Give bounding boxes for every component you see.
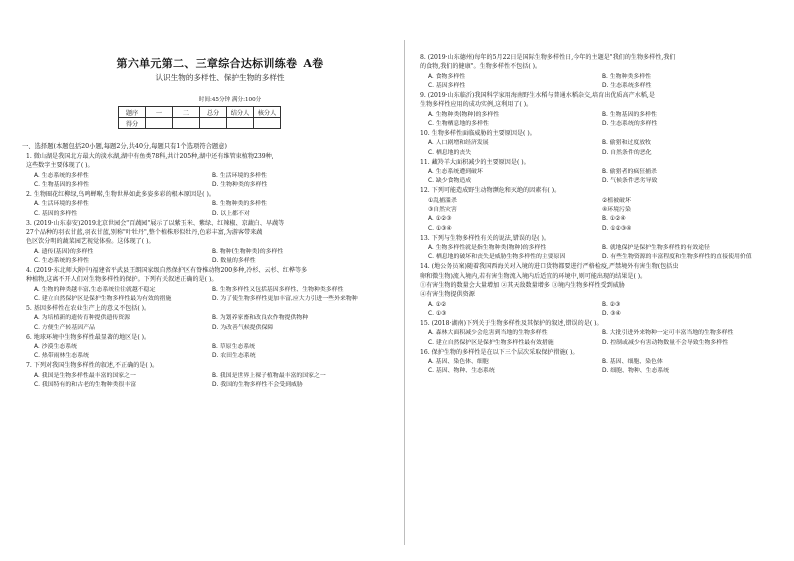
answer-option: ②植被破坏 [602, 197, 631, 204]
answer-option: B. 大批引进外来物种一定可丰富当地的生物多样性 [602, 330, 734, 337]
question-stem: 11. 藏羚羊大面积减少的主要原因是( )。 [420, 158, 530, 166]
answer-option: C. 生态系统的多样性 [34, 258, 89, 265]
question-stem: 27个品种的羽衣甘蓝,羽衣甘蓝,别称"叶牡丹",整个植株形似牡丹,色彩丰富,为游客带来蔬 [26, 229, 263, 236]
question-stem: 4. (2019·东北师大附中)福建省平武县王朗国家级自然保护区有脊椎动物200多种,冷杉、云杉、红桦等多 [26, 267, 308, 274]
question-stem: ④有害生物提供资源 [420, 291, 475, 299]
answer-option: D. 我国的生物多样性不会受到威胁 [212, 382, 303, 388]
question-stem: 9. (2019·山东临沂)我国科学家用海南野生水稻与普通水稻杂交,培育出优质高产水稻,是 [420, 92, 655, 99]
score-value-row [119, 118, 281, 129]
version-badge: A卷 [303, 57, 324, 70]
answer-option: C. 栖息地的破坏和丧失是威胁生物多样性的主要原因 [428, 254, 566, 261]
answer-option: B. 物种(生物种类)的多样性 [212, 248, 284, 255]
answer-option: C. 基因的多样性 [34, 210, 78, 217]
answer-option: B. 偷猎者的疯狂捕杀 [602, 169, 657, 175]
score-cell [200, 118, 227, 129]
answer-option: D. 以上都不对 [212, 210, 250, 217]
answer-option: B. 草原生态系统 [212, 344, 256, 350]
answer-option: D. 农田生态系统 [212, 353, 256, 360]
answer-option: A. 食物多样性 [428, 73, 466, 80]
answer-option: D. 生物种类的多样性 [212, 182, 268, 189]
score-cell: 一 [146, 107, 173, 118]
section-heading: 一、选择题(本题包括20小题,每题2分,共40分,每题只有1个选项符合题意) [22, 143, 227, 150]
question-stem: 10. 生物多样性面临威胁的主要原因是( )。 [420, 130, 536, 137]
answer-option: C. 基因、物种、生态系统 [428, 368, 495, 375]
score-cell [146, 118, 173, 129]
question-stem: 2. 生物圈花红柳绿,鸟鸣蝉啭,生物世界如此多姿多彩的根本原因是( )。 [26, 191, 215, 198]
answer-option: A. 人口剧增和经济发展 [428, 140, 489, 147]
question-stem: 13. 下列与生物多样性有关的说法,错误的是( )。 [420, 234, 550, 242]
answer-option: B. 我国是世界上裸子植物最丰富的国家之一 [212, 372, 326, 379]
answer-option: A. 沙漠生态系统 [34, 344, 78, 350]
answer-option: B. 生物种类的多样性 [212, 201, 267, 208]
question-stem: 6. 地球环境中生物多样性最显著的地区是( )。 [26, 333, 151, 341]
answer-option: A. 为培植新的遗传育种提供遗传资源 [34, 315, 131, 322]
answer-option: C. 栖息地的丧失 [428, 149, 472, 156]
answer-option: D. 为改善气候提供保障 [212, 324, 274, 331]
answer-option: B. 偷猎和过度放牧 [602, 140, 652, 147]
answer-option: D. 有些生物资源的丰富程度和生物多样性的直接使用价值 [602, 254, 752, 261]
question-stem: 的食物,我们的健康"。生物多样性不包括( )。 [420, 63, 542, 71]
answer-option: C. 方便生产转基因产品 [34, 324, 95, 331]
question-stem: 5. 基因多样性在农业生产上的意义不包括( )。 [26, 305, 151, 312]
answer-option: A. 生物种类(物种)的多样性 [428, 111, 500, 118]
question-stem: 生物多样性应用的成功实例,这利用了( )。 [420, 101, 533, 109]
question-stem: 15. (2018·湖南)下列关于生物多样性及其保护的叙述,错误的是( )。 [420, 320, 603, 327]
question-stem: 3. (2019·山东泰安)2019北京世园会"百蔬园"展示了以紫玉米、紫绿、红辣椒、京蔬白、早蔬等 [26, 219, 285, 227]
answer-option: D. 控制或减少有害动物数量不会导致生物多样性 [602, 339, 729, 346]
answer-option: D. 生态系统多样性 [602, 83, 652, 90]
answer-option: D. 数量的多样性 [212, 258, 256, 265]
answer-option: C. 生物基因的多样性 [34, 182, 89, 189]
answer-option: ④环境污染 [602, 207, 631, 213]
answer-option: A. 生活环境的多样性 [34, 201, 89, 208]
question-stem: 14. (地公务员案)随着我国西海关对入境的进口货物都要进行严格检疫,严禁境外有害生物(包括虫 [420, 263, 679, 271]
question-stem: 7. 下列对我国生物多样性的叙述,不正确的是( )。 [26, 362, 159, 370]
answer-option: C. 热带雨林生态系统 [34, 353, 89, 360]
answer-option: A. 我国是生物多样性最丰富的国家之一 [34, 372, 136, 379]
answer-option: A. 基因、染色体、细胞 [428, 359, 489, 365]
score-cell: 结分人 [227, 107, 254, 118]
title-text: 第六单元第二、三章综合达标训练卷 [116, 57, 298, 70]
answer-option: B. 生物多样性又包括基因多样性、生物种类多样性 [212, 286, 344, 293]
answer-option: D. 为了使生物多样性更加丰富,应大力引进一些外来物种 [212, 296, 358, 303]
answer-option: B. 生活环境的多样性 [212, 172, 267, 179]
answer-option: B. 生物种类多样性 [602, 73, 652, 80]
answer-option: ①乱捕滥杀 [428, 197, 457, 204]
score-table [118, 106, 281, 129]
answer-option: D. ③④ [602, 311, 621, 318]
answer-option: A. ①②③ [428, 216, 452, 223]
answer-option: C. 基因多样性 [428, 83, 466, 90]
answer-option: C. 生物栖息地的多样性 [428, 121, 489, 128]
answer-option: A. 生态系统遭到破坏 [428, 169, 483, 175]
score-header-row [119, 107, 281, 118]
answer-option: C. 我国特有的和古老的生物种类很丰富 [34, 382, 137, 388]
answer-option: B. 为划养家畜和改良农作物提供物种 [212, 315, 309, 322]
answer-option: D. 气候条件恶劣导致 [602, 178, 658, 185]
question-stem: 卵和微生物)流入境内,若有害生物流入境内后适宜的环境中,则可能出现的结果是( )。 [420, 272, 647, 280]
question-stem: ①有害生物的数量会大量增加 ②其天敌数量增多 ③境内生物多样性受到威胁 [420, 282, 625, 289]
question-stem: 16. 保护生物的多样性是在以下三个层次采取保护措施( )。 [420, 348, 579, 356]
column-divider [404, 40, 405, 545]
answer-option: B. ②③ [602, 301, 621, 308]
answer-option: D. 生态系统的多样性 [602, 121, 658, 128]
question-stem: 种植物,这离不开人们对生物多样性的保护。下列有关叙述正确的是( )。 [26, 276, 218, 284]
score-cell: 总分 [200, 107, 227, 118]
score-cell [173, 118, 200, 129]
answer-option: A. ①② [428, 301, 447, 308]
question-stem: 这些数字主要体现了( )。 [26, 162, 94, 170]
score-cell [227, 118, 254, 129]
answer-option: C. ①③④ [428, 225, 452, 232]
score-cell [254, 118, 281, 129]
score-cell: 得分 [119, 118, 146, 129]
question-stem: 色区饮分明的蔬菜园艺视觉体验。这体现了( )。 [26, 238, 155, 246]
answer-option: C. ①③ [428, 311, 447, 318]
answer-option: C. 建立自然保护区是保护生物多样性最有效措施 [428, 339, 554, 346]
answer-option: D. ①②③④ [602, 225, 632, 232]
answer-option: A. 遗传(基因)的多样性 [34, 248, 94, 255]
answer-option: A. 生物多样性就是指生物种类(物种)的多样性 [428, 245, 547, 251]
question-stem: 1. 微山湖是我国北方最大的淡水湖,湖中有鱼类78科,共计205种,湖中还有维管束植物239种, [26, 153, 274, 160]
question-stem: 12. 下列可能造成野生动物濒危和灭绝的因素有( )。 [420, 187, 561, 195]
page-subtitle: 认识生物的多样性、保护生物的多样性 [155, 73, 285, 82]
score-cell: 核分人 [254, 107, 281, 118]
answer-option: D. 细胞、物种、生态系统 [602, 368, 670, 375]
answer-option: ③自然灾害 [428, 207, 457, 213]
exam-meta: 时间:45分钟 满分:100分 [198, 97, 262, 103]
answer-option: A. 森林大面积减少会危害到当地的生物多样性 [428, 330, 548, 337]
answer-option: B. ①②④ [602, 216, 626, 223]
answer-option: D. 自然条件的恶化 [602, 149, 652, 156]
answer-option: A. 生物的种类越丰富,生态系统往往就越不稳定 [34, 286, 156, 293]
page-title [105, 55, 335, 71]
score-cell: 二 [173, 107, 200, 118]
answer-option: B. 基因、细胞、染色体 [602, 359, 663, 365]
answer-option: A. 生态系统的多样性 [34, 172, 89, 179]
answer-option: C. 缺少食物造成 [428, 178, 472, 185]
question-stem: 8. (2019·山东德州)每年的5月22日是国际生物多样性日,今年的主题是"我们的生物多样性,我们 [420, 54, 676, 61]
answer-option: C. 建立自然保护区是保护生物多样性最为有效的措施 [34, 296, 172, 303]
answer-option: B. 就地保护是保护生物多样性的有效途径 [602, 245, 710, 251]
score-cell: 题序 [119, 107, 146, 118]
answer-option: B. 生物基因的多样性 [602, 111, 657, 118]
